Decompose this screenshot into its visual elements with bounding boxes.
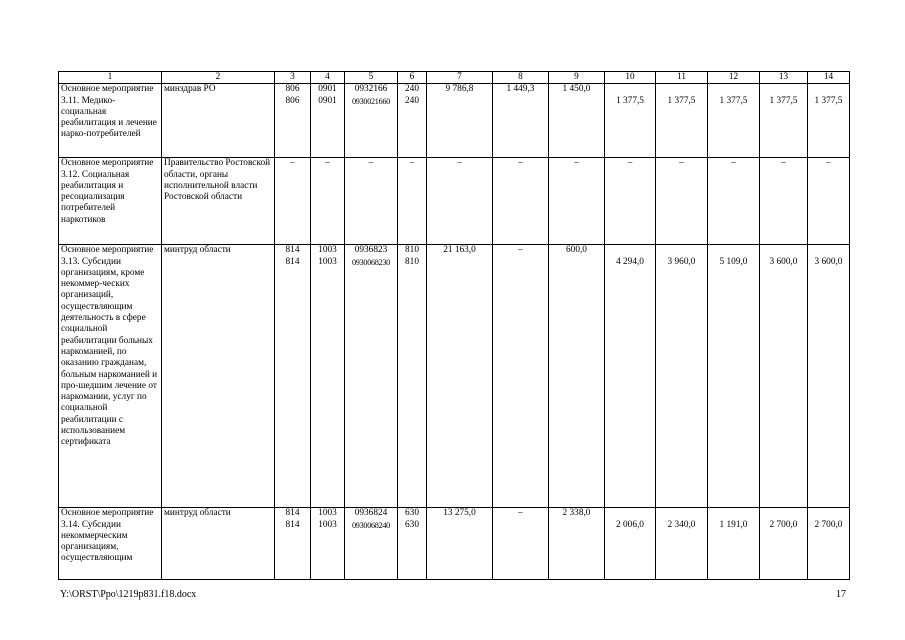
code-rzpr-cell: 0901 0901 bbox=[311, 84, 345, 158]
code-grbs-cell: – bbox=[275, 158, 311, 245]
year-value-cell: 3 600,0 bbox=[808, 245, 850, 508]
year-value-cell: 1 377,5 bbox=[808, 84, 850, 158]
year-value-cell: 2 340,0 bbox=[656, 508, 708, 580]
activity-name-cell: Основное мероприятие 3.11. Медико-социальная реабилитация и лечение нарко-потребителей bbox=[59, 84, 162, 158]
year-value-cell: 1 377,5 bbox=[656, 84, 708, 158]
total-cell: 21 163,0 bbox=[427, 245, 493, 508]
header-cell: 4 bbox=[311, 72, 345, 84]
year-value-cell: – bbox=[493, 508, 549, 580]
code-vr-cell: 630 630 bbox=[398, 508, 427, 580]
year-value-cell: – bbox=[549, 158, 605, 245]
total-cell: 13 275,0 bbox=[427, 508, 493, 580]
header-cell: 11 bbox=[656, 72, 708, 84]
executor-cell: минтруд области bbox=[162, 245, 275, 508]
activity-name-cell: Основное мероприятие 3.13. Субсидии организациям, кроме некоммер-ческих организаций, осуществляющим деятельность в сфере социальной реабилитации больных наркоманией, по оказанию гражданам, больным наркоманией и про-шедшим лечение от наркомании, услуг по социальной реабилитации с использованием сертификата bbox=[59, 245, 162, 508]
header-cell: 5 bbox=[345, 72, 398, 84]
year-value-cell: – bbox=[708, 158, 760, 245]
table-row bbox=[59, 245, 850, 508]
year-value-cell: – bbox=[760, 158, 808, 245]
code-rzpr-cell: – bbox=[311, 158, 345, 245]
code-vr-cell: 240 240 bbox=[398, 84, 427, 158]
code-csr-cell: 0936824 0930068240 bbox=[345, 508, 398, 580]
total-cell: 9 786,8 bbox=[427, 84, 493, 158]
activity-name-cell: Основное мероприятие 3.12. Социальная реабилитация и ресоциализация потребителей наркотиков bbox=[59, 158, 162, 245]
table-row bbox=[59, 508, 850, 580]
year-value-cell: 4 294,0 bbox=[605, 245, 656, 508]
executor-cell: минздрав РО bbox=[162, 84, 275, 158]
code-vr-cell: 810 810 bbox=[398, 245, 427, 508]
year-value-cell: 3 600,0 bbox=[760, 245, 808, 508]
year-value-cell: – bbox=[493, 245, 549, 508]
header-cell: 6 bbox=[398, 72, 427, 84]
header-cell: 2 bbox=[162, 72, 275, 84]
year-value-cell: – bbox=[656, 158, 708, 245]
year-value-cell: 1 377,5 bbox=[760, 84, 808, 158]
executor-cell: Правительство Ростовской области, органы исполнительной власти Ростовской области bbox=[162, 158, 275, 245]
table-row bbox=[59, 158, 850, 245]
year-value-cell: 1 450,0 bbox=[549, 84, 605, 158]
footer-file-path: Y:\ORST\Ppo\1219p831.f18.docx bbox=[60, 589, 197, 600]
code-grbs-cell: 814 814 bbox=[275, 245, 311, 508]
header-cell: 12 bbox=[708, 72, 760, 84]
code-grbs-cell: 806 806 bbox=[275, 84, 311, 158]
header-cell: 1 bbox=[59, 72, 162, 84]
year-value-cell: 3 960,0 bbox=[656, 245, 708, 508]
budget-table bbox=[58, 71, 850, 580]
code-rzpr-cell: 1003 1003 bbox=[311, 245, 345, 508]
year-value-cell: 2 700,0 bbox=[760, 508, 808, 580]
header-cell: 3 bbox=[275, 72, 311, 84]
activity-name-cell: Основное мероприятие 3.14. Субсидии некоммерческим организациям, осуществляющим bbox=[59, 508, 162, 580]
year-value-cell: – bbox=[808, 158, 850, 245]
code-csr-cell: 0932166 0930021660 bbox=[345, 84, 398, 158]
code-rzpr-cell: 1003 1003 bbox=[311, 508, 345, 580]
header-cell: 9 bbox=[549, 72, 605, 84]
year-value-cell: 5 109,0 bbox=[708, 245, 760, 508]
code-csr-cell: 0936823 0930068230 bbox=[345, 245, 398, 508]
header-cell: 14 bbox=[808, 72, 850, 84]
header-cell: 10 bbox=[605, 72, 656, 84]
year-value-cell: – bbox=[605, 158, 656, 245]
executor-cell: минтруд области bbox=[162, 508, 275, 580]
footer-page-number: 17 bbox=[836, 589, 846, 600]
year-value-cell: 2 338,0 bbox=[549, 508, 605, 580]
year-value-cell: 2 006,0 bbox=[605, 508, 656, 580]
year-value-cell: 1 377,5 bbox=[708, 84, 760, 158]
table-header-row bbox=[59, 72, 850, 84]
total-cell: – bbox=[427, 158, 493, 245]
code-csr-cell: – bbox=[345, 158, 398, 245]
header-cell: 8 bbox=[493, 72, 549, 84]
year-value-cell: 1 191,0 bbox=[708, 508, 760, 580]
table-row bbox=[59, 84, 850, 158]
year-value-cell: 2 700,0 bbox=[808, 508, 850, 580]
year-value-cell: 1 377,5 bbox=[605, 84, 656, 158]
header-cell: 7 bbox=[427, 72, 493, 84]
year-value-cell: 600,0 bbox=[549, 245, 605, 508]
header-cell: 13 bbox=[760, 72, 808, 84]
year-value-cell: – bbox=[493, 158, 549, 245]
code-grbs-cell: 814 814 bbox=[275, 508, 311, 580]
code-vr-cell: – bbox=[398, 158, 427, 245]
year-value-cell: 1 449,3 bbox=[493, 84, 549, 158]
